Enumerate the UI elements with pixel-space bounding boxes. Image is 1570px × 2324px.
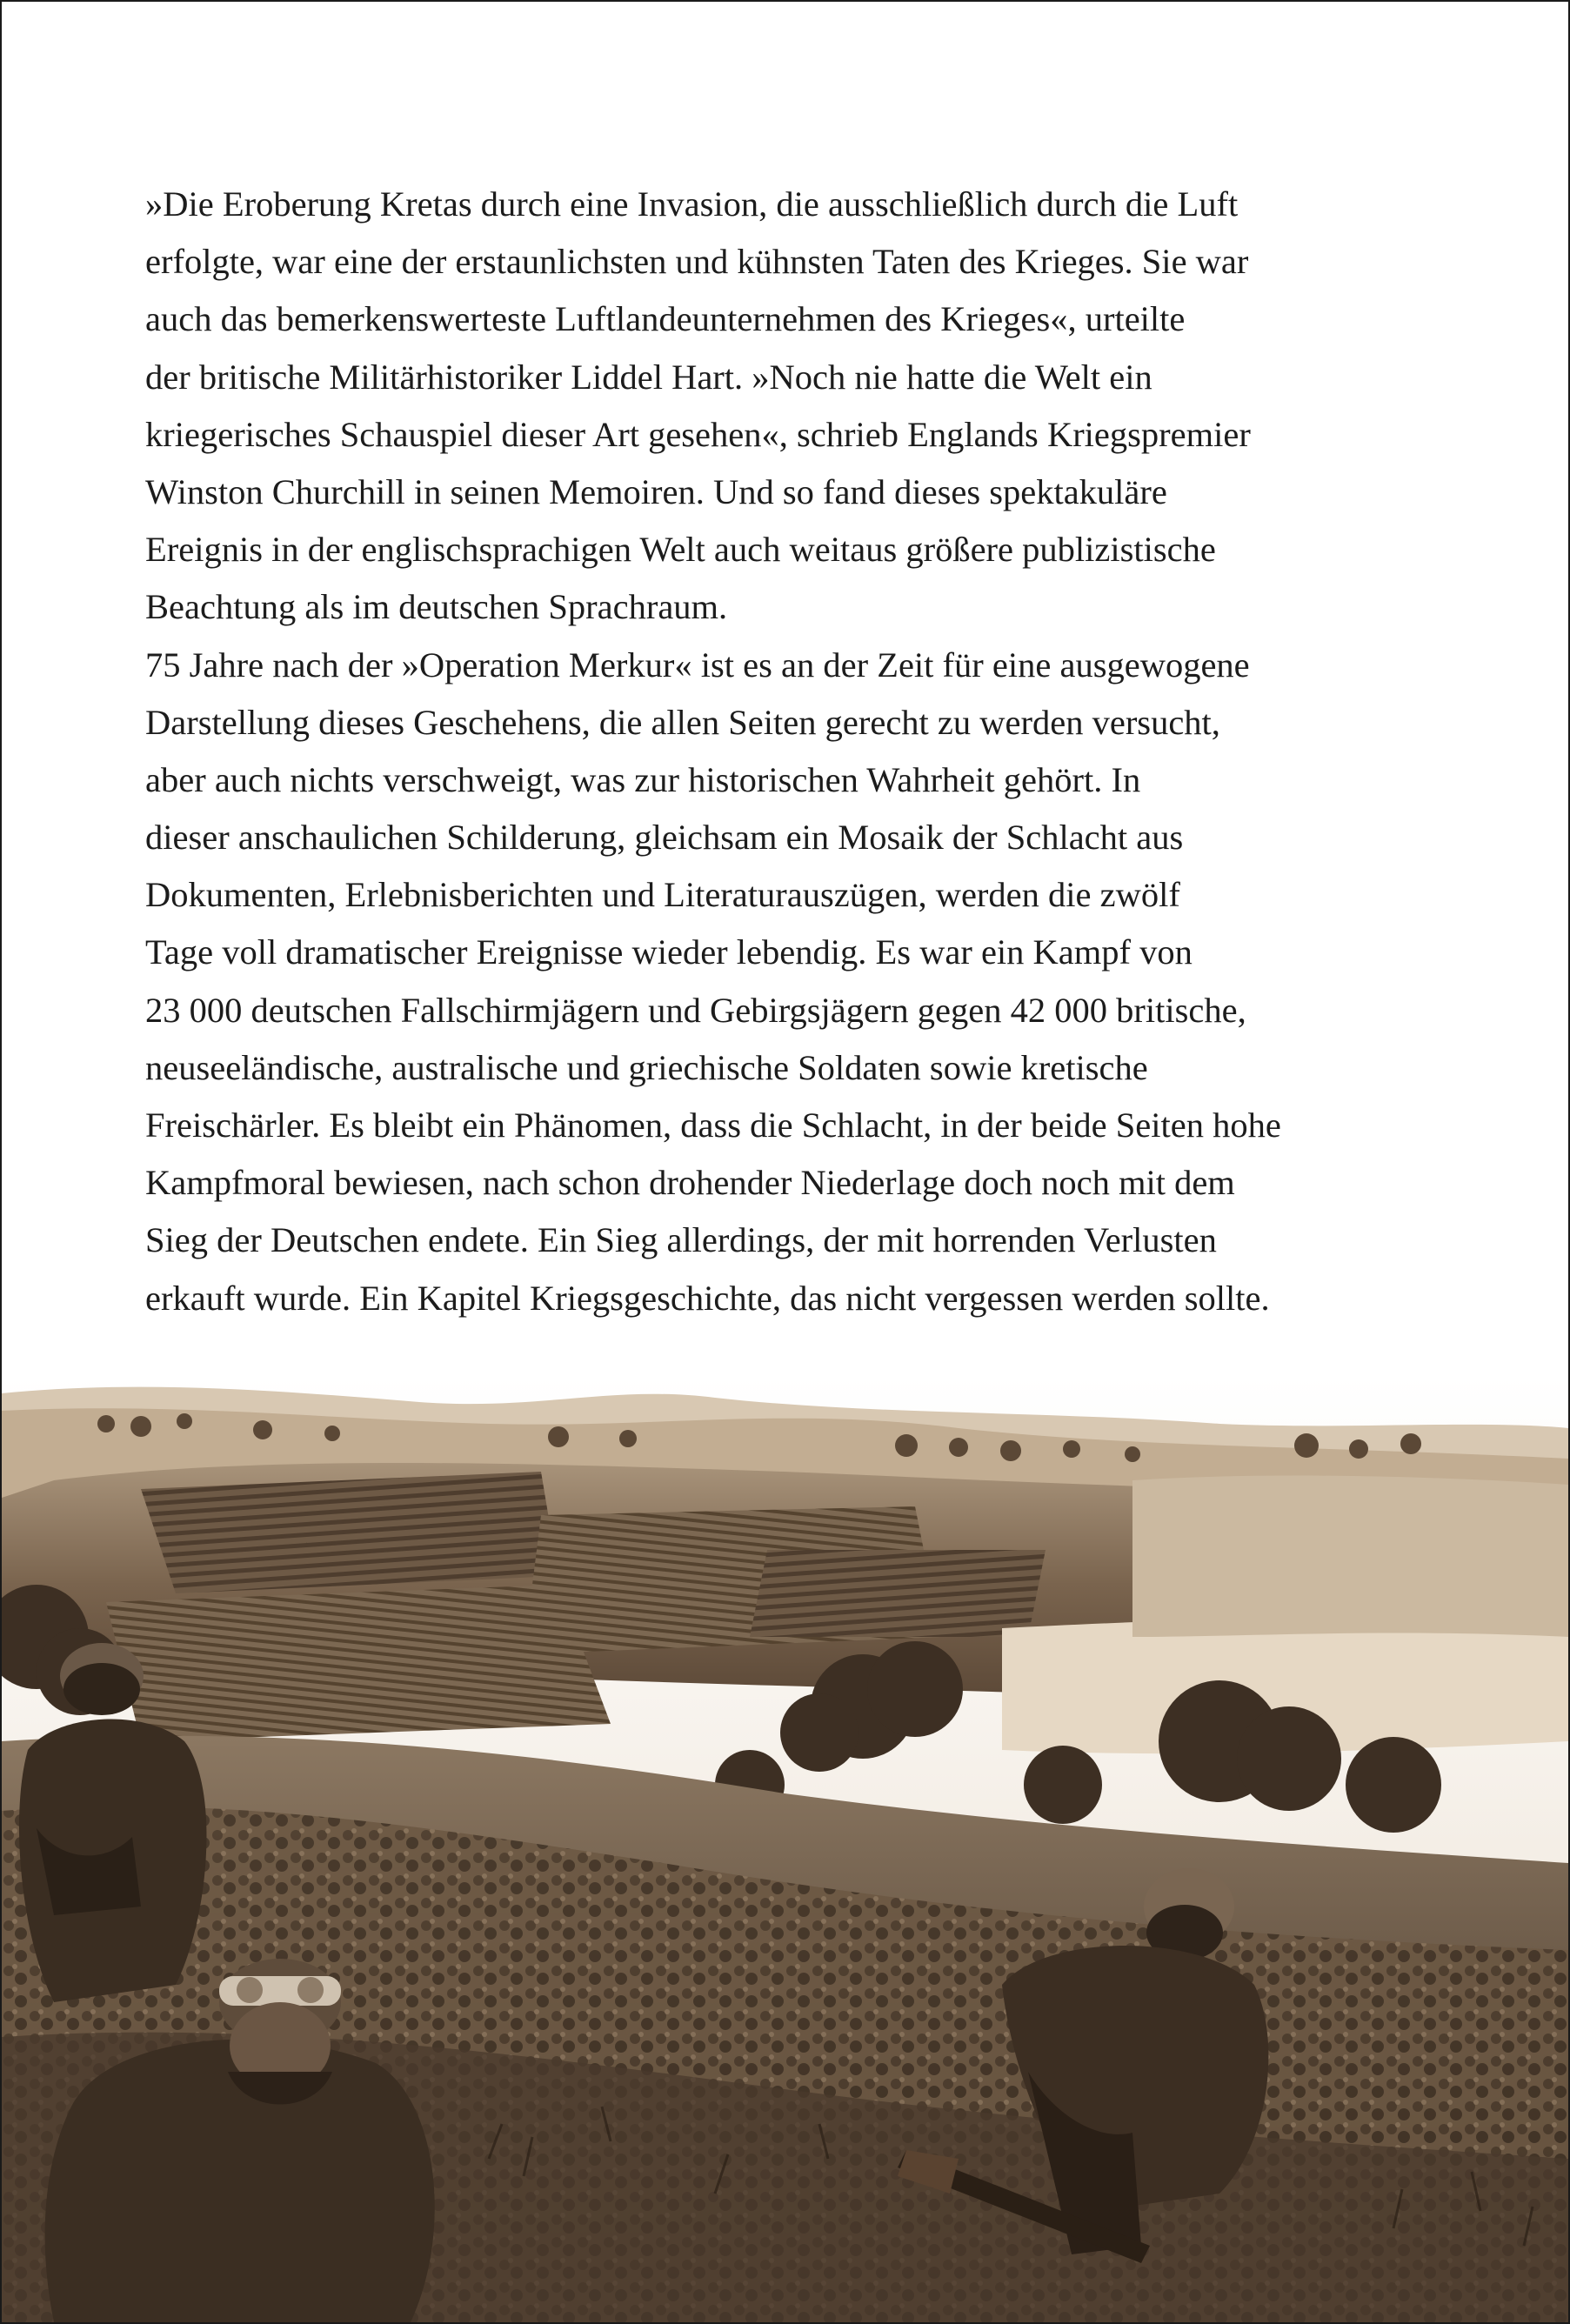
blurb-line: der britische Militärhistoriker Liddel Hart. »Noch nie hatte die Welt ein xyxy=(145,357,1152,397)
blurb-line: Kampfmoral bewiesen, nach schon drohender Niederlage doch noch mit dem xyxy=(145,1163,1235,1203)
blurb-line: Ereignis in der englischsprachigen Welt auch weitaus größere publizistische xyxy=(145,530,1216,570)
blurb-line: Sieg der Deutschen endete. Ein Sieg allerdings, der mit horrenden Verlusten xyxy=(145,1220,1217,1260)
blurb-line: kriegerisches Schauspiel dieser Art gesehen«, schrieb Englands Kriegspremier xyxy=(145,414,1251,454)
blurb-text xyxy=(145,176,1450,1327)
blurb-line: Freischärler. Es bleibt ein Phänomen, dass die Schlacht, in der beide Seiten hohe xyxy=(145,1105,1281,1145)
blurb-line: Dokumenten, Erlebnisberichten und Literaturauszügen, werden die zwölf xyxy=(145,875,1180,915)
blurb-line: »Die Eroberung Kretas durch eine Invasion, die ausschließlich durch die Luft xyxy=(145,184,1239,224)
blurb-line: 23 000 deutschen Fallschirmjägern und Gebirgsjägern gegen 42 000 britische, xyxy=(145,990,1246,1030)
blurb-line: neuseeländische, australische und griechische Soldaten sowie kretische xyxy=(145,1047,1148,1087)
blurb-line: erkauft wurde. Ein Kapitel Kriegsgeschichte, das nicht vergessen werden sollte. xyxy=(145,1278,1270,1318)
battlefield-photo xyxy=(2,1376,1568,2322)
blurb-line: aber auch nichts verschweigt, was zur historischen Wahrheit gehört. In xyxy=(145,759,1141,799)
blurb-line: auch das bemerkenswerteste Luftlandeunternehmen des Krieges«, urteilte xyxy=(145,299,1186,339)
blurb-line: erfolgte, war eine der erstaunlichsten und kühnsten Taten des Krieges. Sie war xyxy=(145,242,1249,282)
blurb-line: Darstellung dieses Geschehens, die allen Seiten gerecht zu werden versucht, xyxy=(145,702,1220,742)
photo-illustration xyxy=(2,1376,1568,2322)
blurb-line: 75 Jahre nach der »Operation Merkur« ist es an der Zeit für eine ausgewogene xyxy=(145,644,1250,685)
blurb-line: dieser anschaulichen Schilderung, gleichsam ein Mosaik der Schlacht aus xyxy=(145,818,1184,858)
blurb-line: Beachtung als im deutschen Sprachraum. xyxy=(145,587,728,627)
blurb-line: Winston Churchill in seinen Memoiren. Und so fand dieses spektakuläre xyxy=(145,471,1167,511)
blurb-line: Tage voll dramatischer Ereignisse wieder lebendig. Es war ein Kampf von xyxy=(145,932,1193,972)
